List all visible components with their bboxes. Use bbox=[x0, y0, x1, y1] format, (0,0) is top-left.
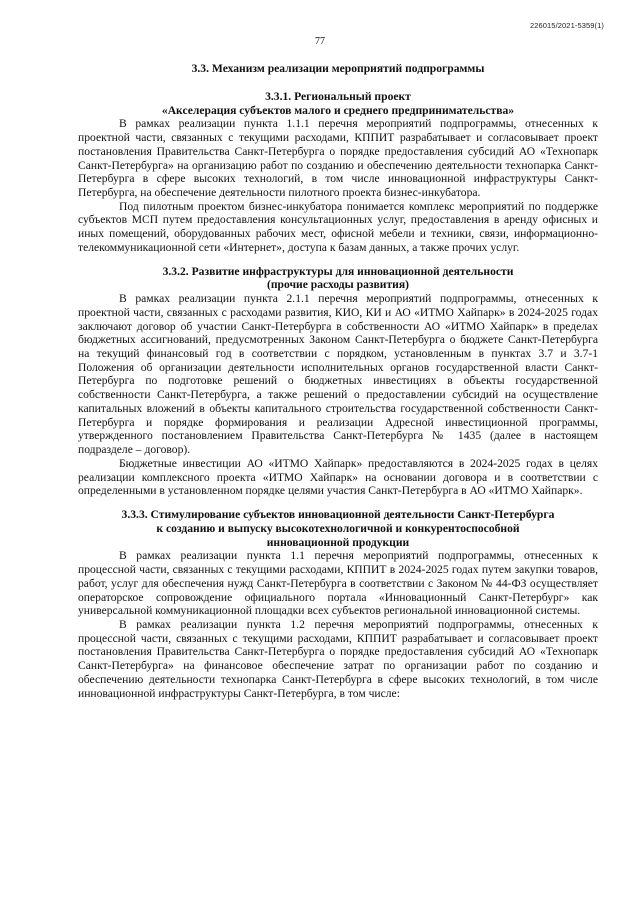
subsection-heading-line2: «Акселерация субъектов малого и среднего предпринимательства» bbox=[161, 103, 515, 117]
subsection-heading-line1: 3.3.3. Стимулирование субъектов инновационной деятельности Санкт-Петербурга bbox=[121, 507, 555, 521]
subsection-3-3-2 bbox=[78, 265, 598, 498]
section-title: 3.3. Механизм реализации мероприятий подпрограммы bbox=[191, 62, 485, 75]
subsection-heading-line2: (прочие расходы развития) bbox=[267, 278, 409, 292]
paragraph: Под пилотным проектом бизнес-инкубатора понимается комплекс мероприятий по поддержке субъектов МСП путем предоставления консультационных услуг, предоставления в аренду офисных и иных помещений, оборудованных рабочих мест, офисной мебели и техники, связи, информационно-телекоммуникационной сети «Интернет», доступа к базам данных, а также прочих услуг. bbox=[78, 199, 598, 254]
subsection-heading-line1: 3.3.2. Развитие инфраструктуры для инновационной деятельности bbox=[162, 264, 514, 278]
paragraph: В рамках реализации пункта 1.1.1 перечня мероприятий подпрограммы, отнесенных к проектной части, связанных с текущими расходами, КППИТ разрабатывает и согласовывает проект постановления Правительства Санкт-Петербурга о порядке предоставления субсидий АО «Технопарк Санкт-Петербурга» на организацию работ по созданию и обеспечению деятельности технопарка Санкт-Петербурга в сфере высоких технологий, в том числе инновационной инфраструктуры Санкт-Петербурга, на обеспечение деятельности пилотного проекта бизнес-инкубатора. bbox=[78, 117, 598, 199]
subsection-3-3-1 bbox=[78, 90, 598, 255]
document-body bbox=[78, 62, 598, 700]
subsection-heading-line2: к созданию и выпуску высокотехнологичной и конкурентоспособной bbox=[156, 521, 520, 535]
subsection-heading-line1: 3.3.1. Региональный проект bbox=[265, 89, 411, 103]
paragraph: Бюджетные инвестиции АО «ИТМО Хайпарк» предоставляются в 2024-2025 годах в целях реализации комплексного проекта «ИТМО Хайпарк» на основании договора и в соответствии с определенными в установленном порядке целями участия Санкт-Петербурга в АО «ИТМО Хайпарк». bbox=[78, 456, 598, 498]
paragraph: В рамках реализации пункта 1.2 перечня мероприятий подпрограммы, отнесенных к процессной части, связанных с текущими расходами, КППИТ разрабатывает и согласовывает проект постановления Правительства Санкт-Петербурга о порядке предоставления субсидий АО «Технопарк Санкт-Петербурга» на финансовое обеспечение затрат по организации работ по созданию и обеспечению деятельности технопарка Санкт-Петербурга в сфере высоких технологий, в том числе инновационной инфраструктуры Санкт-Петербурга, в том числе: bbox=[78, 617, 598, 700]
page-number: 77 bbox=[315, 36, 325, 47]
subsection-3-3-3 bbox=[78, 508, 598, 700]
subsection-heading-line3: инновационной продукции bbox=[266, 535, 410, 549]
paragraph: В рамках реализации пункта 1.1 перечня мероприятий подпрограммы, отнесенных к процессной части, связанных с текущими расходами, КППИТ в 2024-2025 годах путем закупки товаров, работ, услуг для обеспечения нужд Санкт-Петербурга в соответствии с Законом № 44-ФЗ осуществляет операторское сопровождение официального портала «Инновационный Санкт-Петербург» как универсальной коммуникационной площадки всех субъектов региональной инновационной системы. bbox=[78, 549, 598, 618]
paragraph: В рамках реализации пункта 2.1.1 перечня мероприятий подпрограммы, отнесенных к проектной части, связанных с расходами развития, КИО, КИ и АО «ИТМО Хайпарк» в 2024-2025 годах заключают договор об участии Санкт-Петербурга в собственности АО «ИТМО Хайпарк» в пределах бюджетных ассигнований, предусмотренных Законом Санкт-Петербурга о бюджете Санкт-Петербурга на текущий финансовый год в соответствии с порядком, установленным в пунктах 3.7 и 3.7-1 Положения об организации деятельности исполнительных органов государственной власти Санкт-Петербурга по подготовке решений о бюджетных инвестициях в объекты государственной собственности Санкт-Петербурга, а также решений о предоставлении субсидий на осуществление капитальных вложений в объекты капитального строительства государственной собственности Санкт-Петербурга и порядке формирования и реализации Адресной инвестиционной программы, утвержденного постановлением Правительства Санкт-Петербурга № 1435 (далее в настоящем подразделе – договор). bbox=[78, 292, 598, 457]
registration-number: 226015/2021-5359(1) bbox=[529, 21, 604, 30]
